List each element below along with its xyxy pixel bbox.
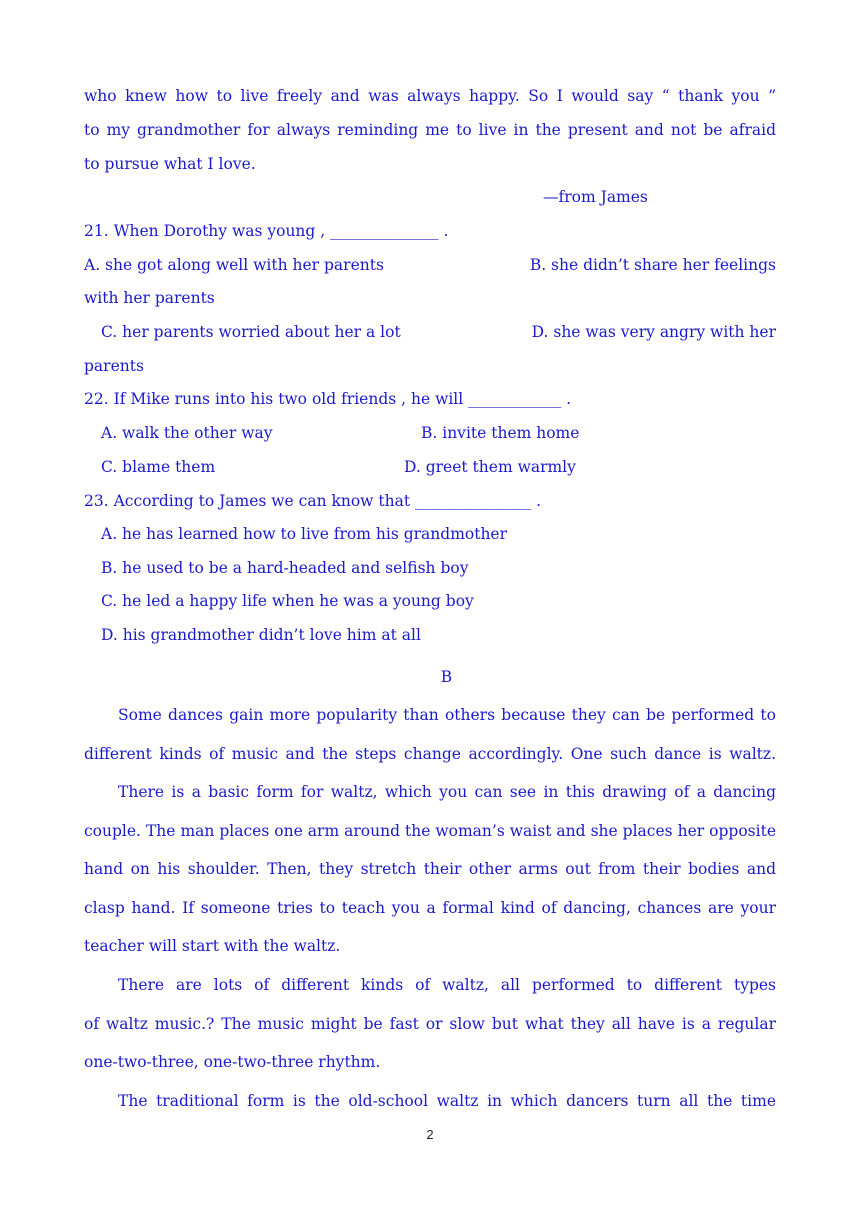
paragraph-line: one-two-three, one-two-three rhythm.: [84, 1053, 381, 1071]
option-23d: D. his grandmother didn’t love him at all: [101, 626, 421, 644]
option-21d-cont: parents: [84, 357, 144, 375]
paragraph-line: Some dances gain more popularity than others because they can be performed to: [118, 706, 776, 724]
passage-line: to my grandmother for always reminding me to live in the present and not be afraid: [84, 121, 776, 139]
paragraph-line: clasp hand. If someone tries to teach you a formal kind of dancing, chances are your: [84, 899, 776, 917]
option-21d: D. she was very angry with her: [531, 323, 776, 341]
option-22a: A. walk the other way: [101, 424, 273, 442]
option-23b: B. he used to be a hard-headed and selfish boy: [101, 559, 469, 577]
passage-line: who knew how to live freely and was always happy. So I would say “ thank you ”: [84, 87, 776, 105]
passage-line: to pursue what I love.: [84, 155, 256, 173]
paragraph-line: The traditional form is the old-school waltz in which dancers turn all the time: [118, 1092, 776, 1110]
option-23a: A. he has learned how to live from his grandmother: [101, 525, 508, 543]
paragraph-line: different kinds of music and the steps change accordingly. One such dance is waltz.: [84, 745, 776, 763]
question-21-options-cd: [101, 322, 776, 342]
page-number: 2: [426, 1127, 434, 1142]
paragraph-line: couple. The man places one arm around the woman’s waist and she places her opposite: [84, 822, 776, 840]
option-23c: C. he led a happy life when he was a young boy: [101, 592, 474, 610]
question-21-options-ab: [84, 255, 776, 275]
option-22d: D. greet them warmly: [404, 458, 576, 476]
section-heading: B: [440, 668, 453, 686]
paragraph-line: There are lots of different kinds of waltz, all performed to different types: [118, 976, 776, 994]
paragraph-line: hand on his shoulder. Then, they stretch their other arms out from their bodies and: [84, 860, 776, 878]
option-21c: C. her parents worried about her a lot: [101, 323, 401, 341]
option-22b: B. invite them home: [421, 424, 580, 442]
option-22c: C. blame them: [101, 458, 216, 476]
option-21a: A. she got along well with her parents: [84, 256, 384, 274]
question-23-stem: 23. According to James we can know that _______________ .: [84, 492, 542, 510]
signature: —from James: [543, 188, 648, 206]
paragraph-line: teacher will start with the waltz.: [84, 937, 341, 955]
option-21b-cont: with her parents: [84, 289, 215, 307]
paragraph-line: of waltz music.? The music might be fast or slow but what they all have is a regular: [84, 1015, 776, 1033]
question-22-stem: 22. If Mike runs into his two old friends , he will ____________ .: [84, 390, 572, 408]
option-21b: B. she didn’t share her feelings: [529, 256, 776, 274]
question-21-stem: 21. When Dorothy was young , ______________ .: [84, 222, 449, 240]
paragraph-line: There is a basic form for waltz, which you can see in this drawing of a dancing: [118, 783, 776, 801]
